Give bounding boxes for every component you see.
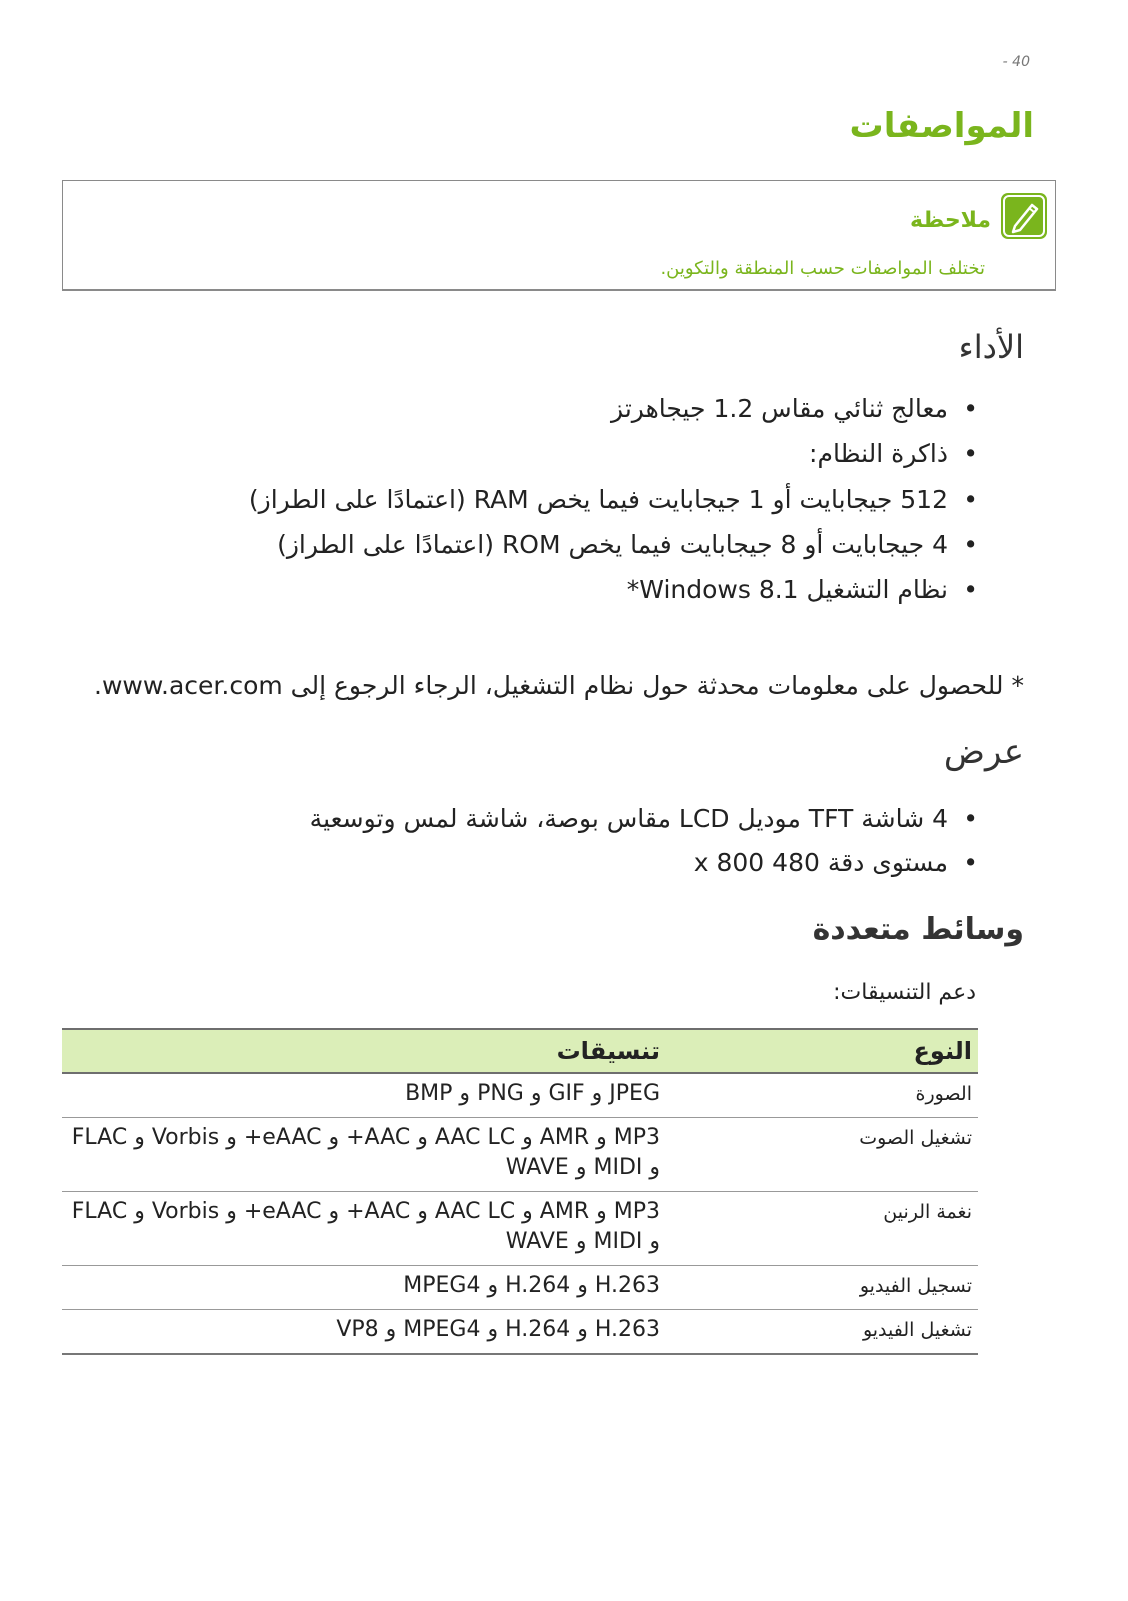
header-formats: تنسيقات [62, 1029, 666, 1073]
table-row [62, 1266, 978, 1310]
performance-heading: الأداء [958, 328, 1024, 366]
list-item: • ذاكرة النظام: [249, 439, 978, 485]
note-label: ملاحظة [910, 208, 991, 233]
note-text: تختلف المواصفات حسب المنطقة والتكوين. [660, 258, 985, 279]
formats-table [62, 1028, 978, 1355]
list-item: • 512 جيجابايت أو 1 جيجابايت فيما يخص RAM (اعتمادًا على الطراز) [249, 485, 978, 530]
list-item: • 4 جيجابايت أو 8 جيجابايت فيما يخص ROM (اعتمادًا على الطراز) [249, 530, 978, 575]
note-box [62, 180, 1056, 291]
pencil-icon [1001, 193, 1047, 239]
list-item: • 4 شاشة TFT موديل LCD مقاس بوصة، شاشة لمس وتوسعية [310, 804, 978, 848]
list-item: • معالج ثنائي مقاس 1.2 جيجاهرتز [249, 394, 978, 439]
cell-formats: MP3 و AMR و AAC LC و AAC+ و eAAC+ و Vorbis و FLAC و MIDI و WAVE [62, 1192, 666, 1266]
cell-type: نغمة الرنين [666, 1192, 978, 1266]
display-list [310, 804, 978, 892]
table-header-row [62, 1029, 978, 1073]
display-heading: عرض [943, 732, 1024, 772]
list-item: • مستوى دقة 480 x 800 [310, 848, 978, 892]
cell-formats: JPEG و GIF و PNG و BMP [62, 1073, 666, 1118]
formats-label: دعم التنسيقات: [833, 980, 976, 1005]
footnote: * للحصول على معلومات محدثة حول نظام التشغيل، الرجاء الرجوع إلى www.acer.com. [94, 671, 1024, 700]
table-row [62, 1073, 978, 1118]
cell-formats: H.263 و H.264 و MPEG4 [62, 1266, 666, 1310]
performance-list [249, 394, 978, 620]
cell-type: تسجيل الفيديو [666, 1266, 978, 1310]
list-item: • نظام التشغيل Windows 8.1* [249, 575, 978, 620]
page-number: - 40 [1002, 54, 1030, 70]
table-row [62, 1192, 978, 1266]
header-type: النوع [666, 1029, 978, 1073]
cell-type: تشغيل الفيديو [666, 1310, 978, 1355]
cell-type: تشغيل الصوت [666, 1118, 978, 1192]
cell-formats: H.263 و H.264 و MPEG4 و VP8 [62, 1310, 666, 1355]
table-row [62, 1310, 978, 1355]
cell-formats: MP3 و AMR و AAC LC و AAC+ و eAAC+ و Vorbis و FLAC و MIDI و WAVE [62, 1118, 666, 1192]
multimedia-heading: وسائط متعددة [812, 912, 1024, 947]
cell-type: الصورة [666, 1073, 978, 1118]
page-title: المواصفات [849, 106, 1034, 146]
table-row [62, 1118, 978, 1192]
